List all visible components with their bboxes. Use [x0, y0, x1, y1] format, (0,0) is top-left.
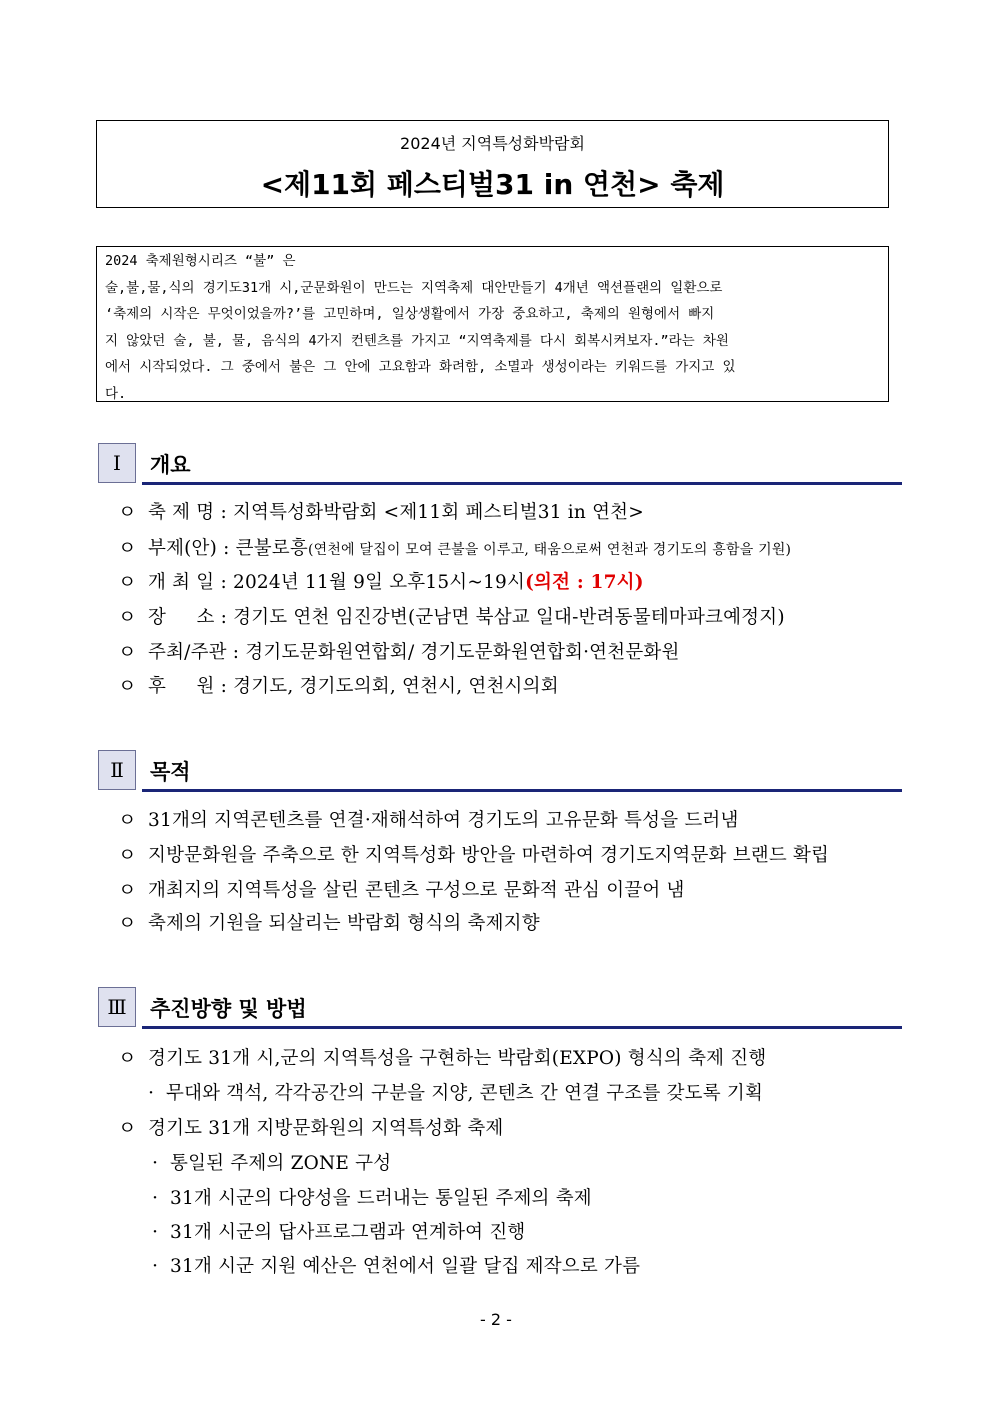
list-item-text: 개최지의 지역특성을 살린 콘텐츠 구성으로 문화적 관심 이끌어 냄: [148, 880, 685, 901]
list-item-text: 경기도 31개 시,군의 지역특성을 구현하는 박람회(EXPO) 형식의 축제 진행: [148, 1048, 767, 1069]
list-item-text: 축 제 명 : 지역특성화박람회 <제11회 페스티벌31 in 연천>: [148, 502, 644, 523]
list-item-text: 지방문화원을 주축으로 한 지역특성화 방안을 마련하여 경기도지역문화 브랜드 확립: [148, 845, 830, 866]
section-title: 목적: [150, 760, 191, 784]
intro-line: 2024 축제원형시리즈 “불” 은: [105, 253, 296, 269]
list-item: [118, 877, 685, 904]
sub-item-text: 31개 시군의 다양성을 드러내는 통일된 주제의 축제: [170, 1188, 592, 1209]
intro-line: 술,불,물,식의 경기도31개 시,군문화원이 만드는 지역축제 대안만들기 4개년 액션플랜의 일환으로: [105, 279, 723, 296]
sub-item-text: 통일된 주제의 ZONE 구성: [170, 1153, 392, 1174]
bullet-icon: ㅇ: [118, 606, 137, 628]
section-header-direction: [98, 987, 902, 1031]
list-item: [118, 569, 644, 596]
list-item-text: 31개의 지역콘텐츠를 연결·재해석하여 경기도의 고유문화 특성을 드러냄: [148, 810, 739, 831]
sub-item-text: 무대와 객석, 각각공간의 구분을 지양, 콘텐츠 간 연결 구조를 갖도록 기획: [166, 1083, 764, 1104]
list-item-text: 경기도 31개 지방문화원의 지역특성화 축제: [148, 1118, 504, 1139]
document-title: <제11회 페스티벌31 in 연천> 축제: [260, 168, 725, 201]
title-box: [96, 120, 889, 208]
section-title: 개요: [150, 453, 191, 477]
list-item-note: (연천에 달집이 모여 큰불을 이루고, 태움으로써 연천과 경기도의 흥함을 기원): [307, 542, 792, 558]
bullet-icon: ㅇ: [118, 809, 137, 831]
section-number: Ⅲ: [98, 987, 136, 1027]
list-item: [118, 673, 559, 700]
intro-line: 에서 시작되었다. 그 중에서 불은 그 안에 고요함과 화려함, 소멸과 생성이라는 키워드를 가지고 있: [105, 359, 736, 375]
dot-icon: ·: [152, 1187, 159, 1209]
intro-line: ‘축제의 시작은 무엇이었을까?’를 고민하며, 일상생활에서 가장 중요하고, 축제의 원형에서 빠지: [105, 306, 715, 322]
list-item: [118, 1115, 503, 1142]
bullet-icon: ㅇ: [118, 844, 137, 866]
sub-item-text: 31개 시군의 답사프로그램과 연계하여 진행: [170, 1222, 526, 1243]
section-number: Ⅱ: [98, 750, 136, 790]
list-item: [118, 910, 540, 937]
bullet-icon: ㅇ: [118, 571, 137, 593]
ceremony-time: (의전 : 17시): [525, 572, 644, 593]
list-item: [118, 604, 785, 631]
bullet-icon: ㅇ: [118, 501, 137, 523]
section-number: Ⅰ: [98, 443, 136, 483]
bullet-icon: ㅇ: [118, 641, 137, 663]
dot-icon: ·: [152, 1255, 159, 1277]
page-number: - 2 -: [480, 1310, 512, 1329]
sub-item: [152, 1150, 391, 1177]
bullet-icon: ㅇ: [118, 537, 137, 559]
list-item: [118, 842, 829, 869]
sub-item-text: 31개 시군 지원 예산은 연천에서 일괄 달집 제작으로 가름: [170, 1256, 641, 1277]
list-item: [118, 639, 680, 666]
list-item-text: 장 소 : 경기도 연천 임진강변(군남면 북삼교 일대-반려동물테마파크예정지): [148, 607, 785, 628]
list-item-text: 축제의 기원을 되살리는 박람회 형식의 축제지향: [148, 913, 540, 934]
document-subtitle: 2024년 지역특성화박람회: [400, 134, 585, 153]
list-item-text: 부제(안) : 큰불로흥: [148, 538, 308, 559]
sub-item: [152, 1219, 525, 1246]
dot-icon: ·: [148, 1082, 155, 1104]
sub-item: [148, 1080, 763, 1107]
section-divider: [142, 789, 902, 792]
dot-icon: ·: [152, 1221, 159, 1243]
list-item-text: 개 최 일 : 2024년 11월 9일 오후15시~19시: [148, 572, 526, 593]
list-item-text: 주최/주관 : 경기도문화원연합회/ 경기도문화원연합회·연천문화원: [148, 642, 680, 663]
list-item-text: 후 원 : 경기도, 경기도의회, 연천시, 연천시의회: [148, 676, 559, 697]
intro-line: 다.: [105, 385, 127, 402]
intro-box: [96, 246, 889, 402]
section-header-purpose: [98, 750, 902, 794]
bullet-icon: ㅇ: [118, 1117, 137, 1139]
bullet-icon: ㅇ: [118, 1047, 137, 1069]
section-title: 추진방향 및 방법: [150, 997, 307, 1021]
sub-item: [152, 1185, 592, 1212]
sub-item: [152, 1253, 640, 1280]
intro-line: 지 않았던 술, 불, 물, 음식의 4가지 컨텐츠를 가지고 “지역축제를 다시 회복시켜보자.”라는 차원: [105, 332, 729, 349]
bullet-icon: ㅇ: [118, 912, 137, 934]
dot-icon: ·: [152, 1152, 159, 1174]
list-item: [118, 499, 644, 526]
section-divider: [142, 1026, 902, 1029]
list-item: [118, 1045, 766, 1072]
list-item: [118, 535, 791, 563]
section-divider: [142, 482, 902, 485]
bullet-icon: ㅇ: [118, 879, 137, 901]
bullet-icon: ㅇ: [118, 675, 137, 697]
list-item: [118, 807, 739, 834]
section-header-overview: [98, 443, 902, 487]
